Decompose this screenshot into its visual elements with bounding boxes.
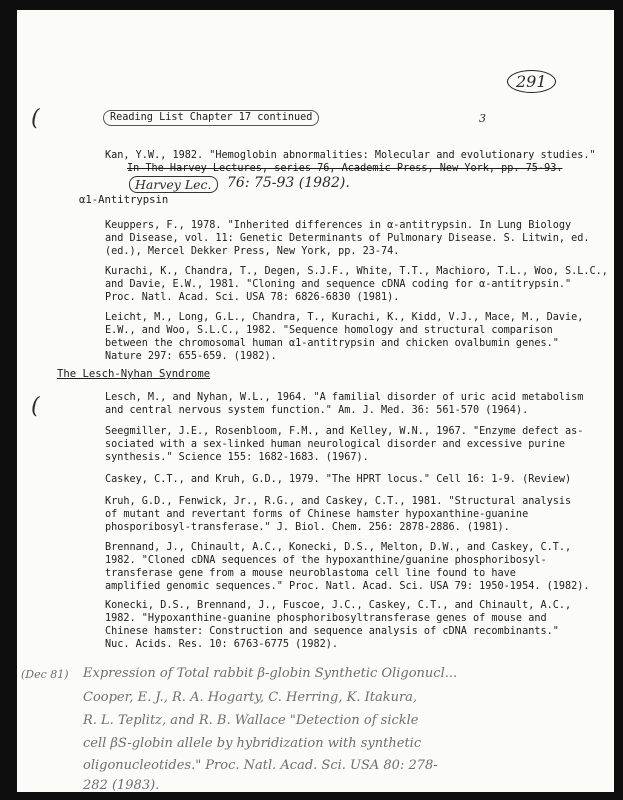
citation-line: Caskey, C.T., and Kruh, G.D., 1979. "The HPRT locus." Cell 16: 1-9. (Review) (105, 474, 572, 485)
citation-line: Konecki, D.S., Brennand, J., Fuscoe, J.C., Caskey, C.T., and Chinault, A.C., (105, 600, 572, 611)
citation-line: transferase gene from a mouse neuroblastoma cell line found to have (105, 568, 516, 579)
citation-line: between the chromosomal human α1-antitrypsin and chicken ovalbumin genes." (105, 338, 559, 349)
pencil-line: Expression of Total rabbit β-globin Synthetic Oligonucl... (83, 666, 458, 681)
pencil-line: Cooper, E. J., R. A. Hogarty, C. Herring, K. Itakura, (83, 690, 418, 705)
citation-line: E.W., and Woo, S.L.C., 1982. "Sequence homology and structural comparison (105, 325, 553, 336)
citation-line: Nature 297: 655-659. (1982). (105, 351, 277, 362)
citation-line: Keuppers, F., 1978. "Inherited differences in α-antitrypsin. In Lung Biology (105, 220, 572, 231)
citation-line: synthesis." Science 155: 1682-1683. (1967). (105, 452, 369, 463)
pencil-line: 282 (1983). (83, 778, 160, 792)
section-heading-alpha1-antitrypsin: α1-Antitrypsin (79, 194, 169, 206)
left-margin-bracket: ( (31, 106, 40, 131)
citation-line: and Davie, E.W., 1981. "Cloning and sequence cDNA coding for α-antitrypsin." (105, 279, 572, 290)
pencil-line: cell βS-globin allele by hybridization with synthetic (83, 736, 422, 751)
citation-line: Leicht, M., Long, G.L., Chandra, T., Kurachi, K., Kidd, V.J., Mace, M., Davie, (105, 312, 584, 323)
citation-line: 1982. "Cloned cDNA sequences of the hypoxanthine/guanine phosphoribosyl- (105, 555, 547, 566)
citation-line: Nuc. Acids. Res. 10: 6763-6775 (1982). (105, 639, 339, 650)
citation-line: amplified genomic sequences." Proc. Natl. Acad. Sci. USA 79: 1950-1954. (1982). (105, 581, 590, 592)
citation-line: In The Harvey Lectures, series 76, Academic Press, New York, pp. 75-93. (127, 163, 563, 174)
citation-line: Brennand, J., Chinault, A.C., Konecki, D.S., Melton, D.W., and Caskey, C.T., (105, 542, 572, 553)
pencil-line: R. L. Teplitz, and R. B. Wallace "Detection of sickle (83, 713, 419, 728)
citation-line: Kruh, G.D., Fenwick, Jr., R.G., and Caskey, C.T., 1981. "Structural analysis (105, 496, 572, 507)
citation-line: Proc. Natl. Acad. Sci. USA 78: 6826-6830 (1981). (105, 292, 400, 303)
header-mark: 3 (479, 112, 486, 125)
citation-line: Seegmiller, J.E., Rosenbloom, F.M., and Kelley, W.N., 1967. "Enzyme defect as- (105, 426, 584, 437)
handwritten-correction: 76: 75-93 (1982). (227, 175, 350, 191)
citation-line: and central nervous system function." Am. J. Med. 36: 561-570 (1964). (105, 405, 529, 416)
page-header: Reading List Chapter 17 continued (103, 110, 319, 126)
pencil-line: oligonucleotides." Proc. Natl. Acad. Sci. USA 80: 278- (83, 758, 438, 773)
citation-line: Chinese hamster: Construction and sequence analysis of cDNA recombinants." (105, 626, 559, 637)
document-page (17, 10, 614, 792)
left-margin-bracket-2: ( (31, 394, 40, 419)
citation-line: of mutant and revertant forms of Chinese hamster hypoxanthine-guanine (105, 509, 529, 520)
citation-line: 1982. "Hypoxanthine-guanine phosphoribosyltransferase genes of mouse and (105, 613, 547, 624)
citation-line: (ed.), Mercel Dekker Press, New York, pp. 23-74. (105, 246, 400, 257)
handwritten-correction: Harvey Lec. (129, 176, 218, 193)
citation-line: phosporibosyl-transferase." J. Biol. Chem. 256: 2878-2886. (1981). (105, 522, 510, 533)
citation-line: Lesch, M., and Nyhan, W.L., 1964. "A familial disorder of uric acid metabolism (105, 392, 584, 403)
section-heading-lesch-nyhan: The Lesch-Nyhan Syndrome (57, 368, 211, 380)
citation-line: sociated with a sex-linked human neurological disorder and excessive purine (105, 439, 566, 450)
citation-line: Kan, Y.W., 1982. "Hemoglobin abnormalities: Molecular and evolutionary studies." (105, 150, 596, 161)
citation-line: Kurachi, K., Chandra, T., Degen, S.J.F., White, T.T., Machioro, T.L., Woo, S.L.C., (105, 266, 608, 277)
page-number: 291 (507, 70, 556, 93)
margin-note: (Dec 81) (21, 668, 69, 681)
citation-line: and Disease, vol. 11: Genetic Determinants of Pulmonary Disease. S. Litwin, ed. (105, 233, 590, 244)
